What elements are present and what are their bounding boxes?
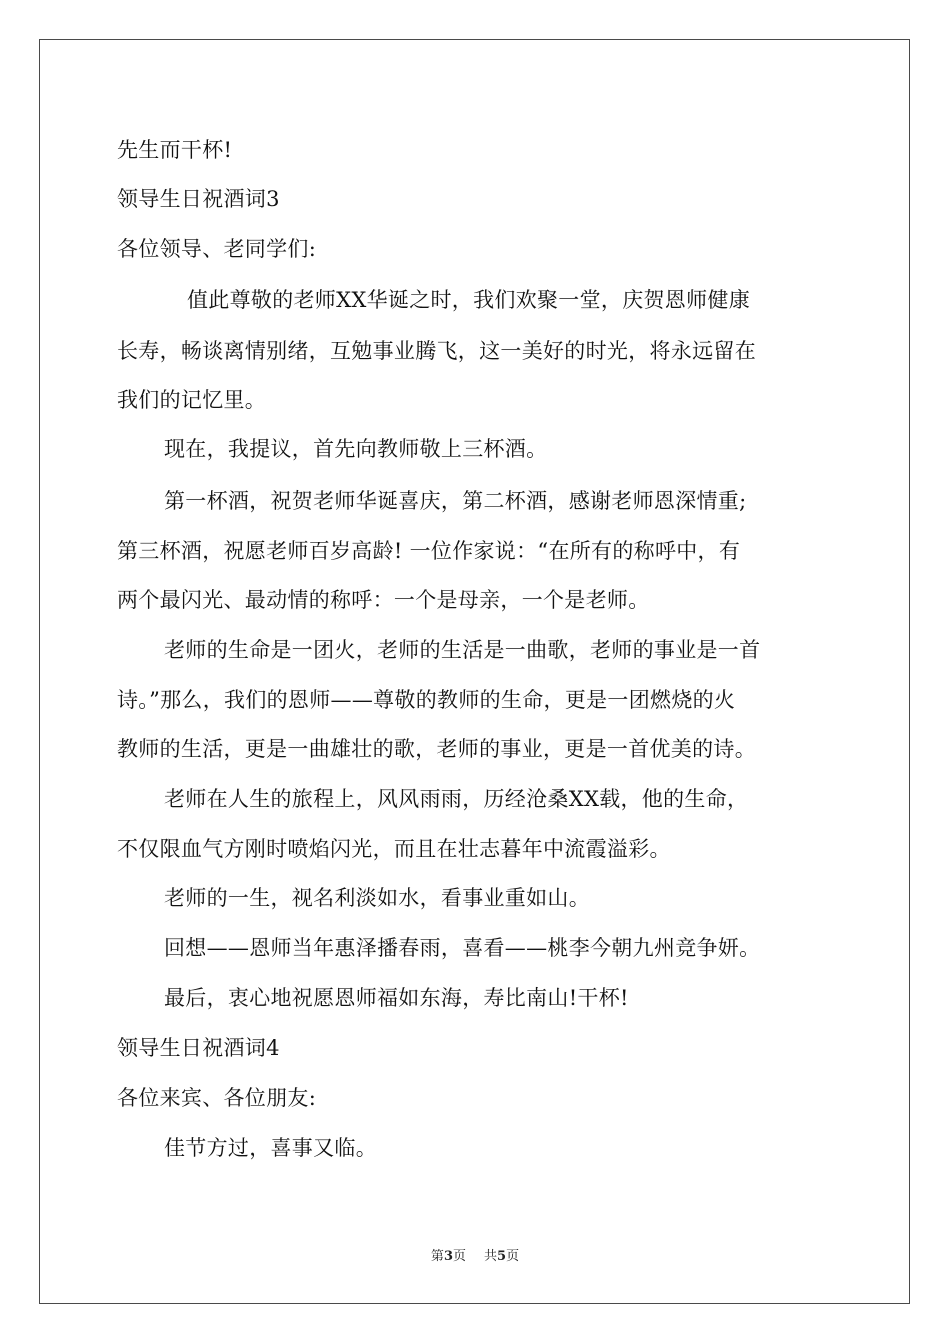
paragraph-line-3: 我们的记忆里。 xyxy=(117,388,267,412)
page-current: 3 xyxy=(443,1249,453,1264)
paragraph-line-10: 教师的生活，更是一曲雄壮的歌，老师的事业，更是一首优美的诗。 xyxy=(117,737,756,761)
paragraph-line-9: 诗。”那么，我们的恩师——尊敬的教师的生命，更是一团燃烧的火 xyxy=(117,688,736,712)
page-suffix: 页 xyxy=(452,1249,466,1264)
paragraph-line-6: 第三杯酒，祝愿老师百岁高龄! 一位作家说：“在所有的称呼中，有 xyxy=(117,539,741,563)
page-footer xyxy=(0,1248,950,1266)
paragraph-line-13: 老师的一生，视名利淡如水，看事业重如山。 xyxy=(164,886,590,910)
paragraph-line-1: 值此尊敬的老师XX华诞之时，我们欢聚一堂，庆贺恩师健康 xyxy=(187,288,750,312)
paragraph-line-7: 两个最闪光、最动情的称呼：一个是母亲，一个是老师。 xyxy=(117,588,650,612)
paragraph-line-16: 佳节方过，喜事又临。 xyxy=(164,1136,377,1160)
paragraph-line-2: 长寿，畅谈离情别绪，互勉事业腾飞，这一美好的时光，将永远留在 xyxy=(117,339,756,363)
page-border xyxy=(39,39,910,1304)
page-total: 5 xyxy=(497,1249,507,1264)
section-heading-3: 领导生日祝酒词3 xyxy=(117,187,280,211)
section-heading-4: 领导生日祝酒词4 xyxy=(117,1036,280,1060)
text-line-1: 先生而干杯! xyxy=(117,138,233,162)
total-suffix: 页 xyxy=(506,1249,520,1264)
page-prefix: 第 xyxy=(430,1249,444,1264)
paragraph-line-15: 最后，衷心地祝愿恩师福如东海，寿比南山!干杯! xyxy=(164,986,629,1010)
paragraph-line-12: 不仅限血气方刚时喷焰闪光，而且在壮志暮年中流霞溢彩。 xyxy=(117,837,671,861)
salutation-4: 各位来宾、各位朋友: xyxy=(117,1086,317,1110)
paragraph-line-11: 老师在人生的旅程上，风风雨雨，历经沧桑XX载，他的生命， xyxy=(164,787,749,811)
salutation-3: 各位领导、老同学们: xyxy=(117,237,317,261)
total-prefix: 共 xyxy=(484,1249,498,1264)
paragraph-line-8: 老师的生命是一团火，老师的生活是一曲歌，老师的事业是一首 xyxy=(164,638,761,662)
paragraph-line-14: 回想——恩师当年惠泽播春雨，喜看——桃李今朝九州竞争妍。 xyxy=(164,936,761,960)
paragraph-line-4: 现在，我提议，首先向教师敬上三杯酒。 xyxy=(164,437,548,461)
paragraph-line-5: 第一杯酒，祝贺老师华诞喜庆，第二杯酒，感谢老师恩深情重; xyxy=(164,489,747,513)
